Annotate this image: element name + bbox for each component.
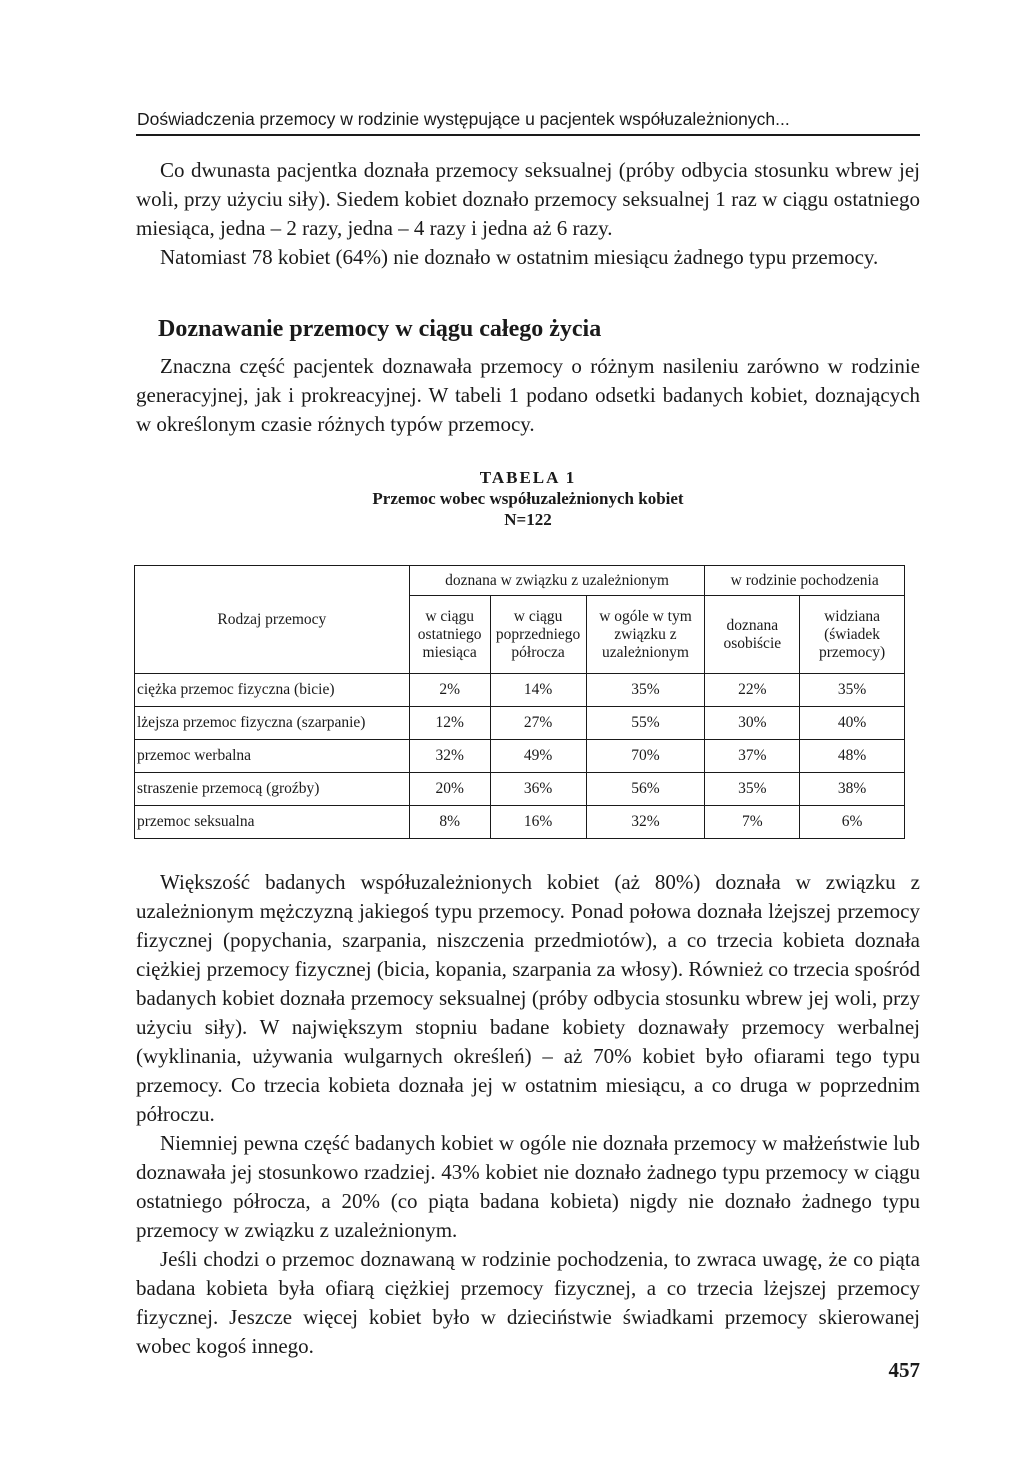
table-cell: 32% — [586, 806, 705, 839]
table-cell: 35% — [705, 773, 800, 806]
page-number: 457 — [888, 1358, 920, 1382]
table-cell: 14% — [490, 674, 586, 707]
table-cell: 12% — [409, 707, 490, 740]
table-cell: 36% — [490, 773, 586, 806]
top-text-block — [136, 156, 920, 272]
column-header: w ogóle w tym związku z uzależnionym — [586, 596, 705, 674]
table-cell: 49% — [490, 740, 586, 773]
table-cell: 70% — [586, 740, 705, 773]
table-cell: 32% — [409, 740, 490, 773]
violence-table — [134, 565, 905, 839]
header-rule — [136, 134, 920, 136]
table-title: Przemoc wobec współuzależnionych kobiet — [372, 489, 684, 508]
table-row — [135, 773, 905, 806]
table-cell: 7% — [705, 806, 800, 839]
paragraph-top-2: Natomiast 78 kobiet (64%) nie doznało w ostatnim miesiącu żadnego typu przemocy. — [160, 245, 879, 269]
table-row — [135, 707, 905, 740]
table-cell: 55% — [586, 707, 705, 740]
table-cell: 35% — [586, 674, 705, 707]
row-label: ciężka przemoc fizyczna (bicie) — [135, 674, 410, 707]
row-label: lżejsza przemoc fizyczna (szarpanie) — [135, 707, 410, 740]
table-cell: 35% — [800, 674, 905, 707]
row-label: przemoc seksualna — [135, 806, 410, 839]
table-row — [135, 806, 905, 839]
table-cell: 22% — [705, 674, 800, 707]
row-label: przemoc werbalna — [135, 740, 410, 773]
table-cell: 2% — [409, 674, 490, 707]
table-label: TABELA 1 — [479, 468, 577, 487]
paragraph-top-1: Co dwunasta pacjentka doznała przemocy seksualnej (próby odbycia stosunku wbrew jej woli, przy użyciu siły). Siedem kobiet doznało przemocy seksualnej 1 raz w ciągu ostatniego miesiąca, jedna – 2 razy, jedna – 4 razy i jedna aż 6 razy. — [136, 158, 920, 240]
paragraph-body-2: Niemniej pewna część badanych kobiet w ogóle nie doznała przemocy w małżeństwie lub doznawała jej stosunkowo rzadziej. 43% kobiet nie doznało żadnego typu przemocy w ciągu ostatniego półrocza, a 20% (co piąta badana kobieta) nigdy nie doznało żadnego typu przemocy w związku z uzależnionym. — [136, 1131, 920, 1242]
section-intro-paragraph: Znaczna część pacjentek doznawała przemocy o różnym nasileniu zarówno w rodzinie generacyjnej, jak i prokreacyjnej. W tabeli 1 podano odsetki badanych kobiet, doznających w określonym czasie różnych typów przemocy. — [136, 354, 920, 436]
table-cell: 37% — [705, 740, 800, 773]
table-row — [135, 674, 905, 707]
table-cell: 40% — [800, 707, 905, 740]
column-header: w ciągu poprzedniego półrocza — [490, 596, 586, 674]
column-header: widziana (świadek przemocy) — [800, 596, 905, 674]
table-cell: 48% — [800, 740, 905, 773]
table-cell: 20% — [409, 773, 490, 806]
column-header: doznana osobiście — [705, 596, 800, 674]
group-header-relationship: doznana w związku z uzależnionym — [409, 566, 705, 596]
row-header-cell: Rodzaj przemocy — [135, 566, 410, 674]
section-heading: Doznawanie przemocy w ciągu całego życia — [158, 316, 602, 342]
table-cell: 16% — [490, 806, 586, 839]
paragraph-body-1: Większość badanych współuzależnionych kobiet (aż 80%) doznała w związku z uzależnionym mężczyzną jakiegoś typu przemocy. Ponad połowa doznała lżejszej przemocy fizycznej (popychania, szarpania, niszczenia przedmiotów), a co trzecia kobieta doznała ciężkiej przemocy fizycznej (bicia, kopania, szarpania za włosy). Również co trzecia spośród badanych kobiet doznała przemocy seksualnej (próby odbycia stosunku wbrew jej woli, przy użyciu siły). W największym stopniu badane kobiety doznawały przemocy werbalnej (wyklinania, używania wulgarnych określeń) – aż 70% kobiet było ofiarami tego typu przemocy. Co trzecia kobieta doznała jej w ostatnim miesiącu, a co druga w poprzednim półroczu. — [136, 870, 920, 1126]
row-label: straszenie przemocą (groźby) — [135, 773, 410, 806]
table-cell: 8% — [409, 806, 490, 839]
group-header-family-of-origin: w rodzinie pochodzenia — [705, 566, 905, 596]
paragraph-body-3: Jeśli chodzi o przemoc doznawaną w rodzinie pochodzenia, to zwraca uwagę, że co piąta badana kobieta była ofiarą ciężkiej przemocy fizycznej, a co trzecia lżejszej przemocy fizycznej. Jeszcze więcej kobiet było w dzieciństwie świadkami przemocy skierowanej wobec kogoś innego. — [136, 1247, 920, 1358]
table-row — [135, 740, 905, 773]
table-cell: 27% — [490, 707, 586, 740]
table-caption — [136, 467, 920, 530]
table-cell: 38% — [800, 773, 905, 806]
table-sample-size: N=122 — [504, 510, 552, 529]
column-header: w ciągu ostatniego miesiąca — [409, 596, 490, 674]
table-cell: 56% — [586, 773, 705, 806]
body-text-block — [136, 868, 920, 1361]
table-cell: 30% — [705, 707, 800, 740]
running-header: Doświadczenia przemocy w rodzinie występujące u pacjentek współuzależnionych... — [137, 109, 790, 129]
table-cell: 6% — [800, 806, 905, 839]
